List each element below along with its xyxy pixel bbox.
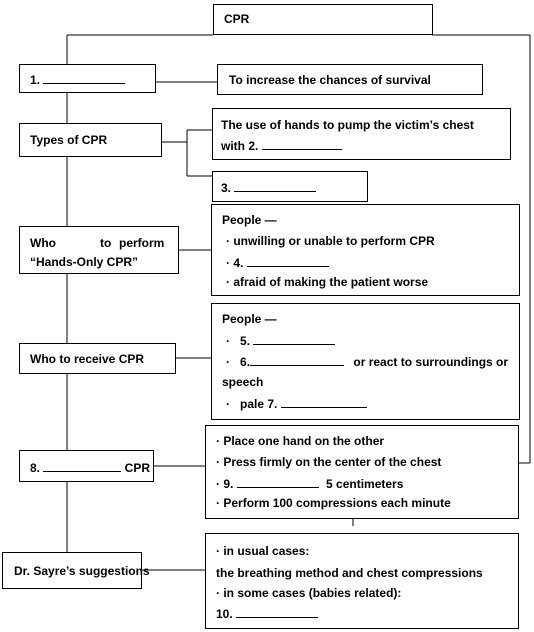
types-detail-a-box: [212, 108, 511, 160]
purpose-label: [30, 72, 125, 87]
who-receive-heading: People —: [222, 312, 277, 326]
blank-5[interactable]: [253, 333, 335, 345]
suggestions-line-3: [216, 586, 401, 600]
who-receive-item-6-suffix: or react to surroundings or: [353, 355, 509, 369]
purpose-detail-box: [217, 64, 483, 95]
method-steps-box: [205, 425, 519, 519]
who-perform-node: [19, 226, 179, 274]
who-receive-item-5-prefix: 5.: [240, 334, 254, 348]
blank-7[interactable]: [281, 396, 367, 408]
who-receive-item-5: [226, 333, 335, 348]
method-step-2: [216, 455, 441, 469]
who-receive-detail-box: [211, 303, 520, 420]
who-perform-word3: perform: [119, 236, 165, 250]
bullet: ·: [226, 397, 230, 411]
method-label-prefix: 8.: [30, 461, 44, 475]
who-perform-heading: People —: [222, 213, 277, 227]
method-node: [19, 450, 154, 482]
who-perform-item-1-text: unwilling or unable to perform CPR: [233, 234, 435, 248]
method-step-2-text: Press firmly on the center of the chest: [223, 455, 442, 469]
who-perform-item-2-prefix: 4.: [233, 256, 247, 270]
types-detail-b: [221, 180, 316, 195]
types-detail-a-line1: The use of hands to pump the victim’s chest: [221, 118, 474, 132]
blank-4[interactable]: [247, 255, 329, 267]
who-perform-item-2: [226, 255, 329, 270]
blank-9[interactable]: [237, 476, 319, 488]
purpose-node: [19, 64, 156, 93]
root-label: CPR: [224, 12, 250, 26]
method-label: [30, 460, 150, 475]
who-perform-item-3-text: afraid of making the patient worse: [233, 275, 429, 289]
method-step-3-prefix: 9.: [223, 477, 237, 491]
bullet: ·: [216, 496, 220, 510]
who-perform-item-1: [226, 234, 435, 248]
bullet: ·: [216, 477, 220, 491]
suggestions-line-1: [216, 544, 309, 558]
blank-8[interactable]: [43, 460, 121, 472]
suggestions-line-1-text: in usual cases:: [223, 544, 310, 558]
types-detail-b-prefix: 3.: [221, 181, 235, 195]
who-receive-node: [19, 343, 176, 374]
root-node: [213, 4, 433, 35]
bullet: ·: [226, 355, 230, 369]
who-perform-word2: to: [100, 236, 112, 250]
who-perform-detail-box: [211, 204, 520, 296]
suggestions-detail-box: [205, 533, 519, 629]
bullet: ·: [216, 586, 220, 600]
who-receive-item-6-prefix: 6.: [240, 355, 251, 369]
bullet: ·: [216, 544, 220, 558]
bullet: ·: [226, 234, 230, 248]
who-receive-item-7-prefix: pale 7.: [240, 397, 281, 411]
who-receive-item-6-line2: speech: [222, 375, 264, 389]
who-perform-line2: “Hands-Only CPR”: [30, 255, 139, 269]
suggestions-line-4: [216, 606, 318, 621]
method-label-suffix: CPR: [121, 461, 151, 475]
method-step-4-text: Perform 100 compressions each minute: [223, 496, 451, 510]
blank-3[interactable]: [234, 180, 316, 192]
suggestions-line-2: the breathing method and chest compressions: [216, 566, 483, 580]
method-step-3: [216, 476, 403, 491]
suggestions-label: Dr. Sayre’s suggestions: [14, 564, 150, 578]
blank-10[interactable]: [236, 606, 318, 618]
suggestions-line-4-prefix: 10.: [216, 607, 237, 621]
types-detail-a-line2: [221, 138, 342, 153]
who-receive-item-7: [226, 396, 367, 411]
types-detail-a-prefix: with 2.: [221, 139, 262, 153]
suggestions-node: [2, 552, 150, 589]
bullet: ·: [226, 275, 230, 289]
blank-6[interactable]: [250, 354, 344, 366]
suggestions-line-3-text: in some cases (babies related):: [223, 586, 402, 600]
method-step-3-suffix: 5 centimeters: [326, 477, 404, 491]
bullet: ·: [216, 455, 220, 469]
purpose-number: 1.: [30, 73, 44, 87]
method-step-4: [216, 496, 451, 510]
blank-2[interactable]: [262, 138, 342, 150]
method-step-1: [216, 434, 384, 448]
method-step-1-text: Place one hand on the other: [223, 434, 385, 448]
bullet: ·: [216, 434, 220, 448]
types-label: Types of CPR: [30, 133, 108, 147]
who-perform-word1: Who: [30, 236, 56, 250]
types-node: [19, 123, 162, 157]
blank-1[interactable]: [43, 72, 125, 84]
who-receive-item-6: [226, 354, 508, 369]
types-detail-b-box: [212, 171, 368, 202]
bullet: ·: [226, 334, 230, 348]
purpose-detail: To increase the chances of survival: [229, 73, 431, 87]
who-perform-item-3: [226, 275, 428, 289]
bullet: ·: [226, 256, 230, 270]
who-receive-label: Who to receive CPR: [30, 352, 145, 366]
